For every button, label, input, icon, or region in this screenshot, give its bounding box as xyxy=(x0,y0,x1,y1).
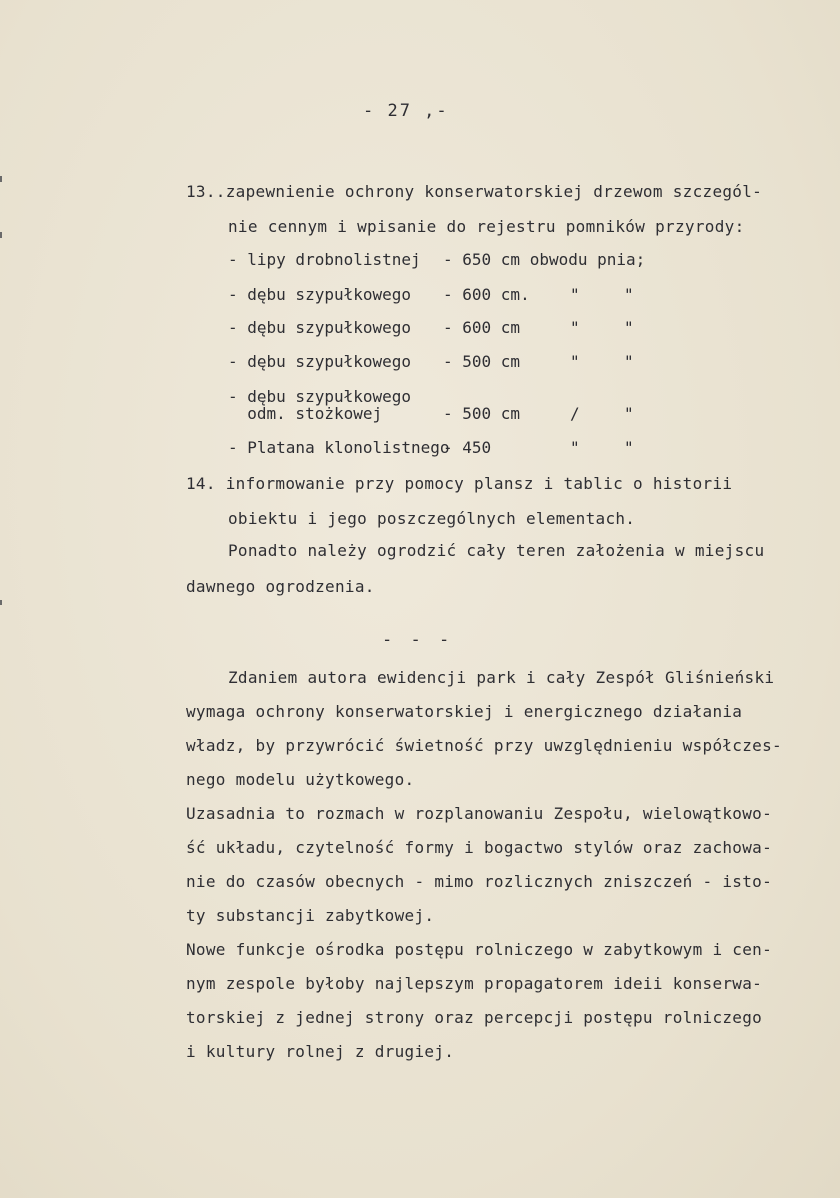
tree-circumference: - 450 xyxy=(443,438,492,457)
tree-name: - Platana klonolistnego xyxy=(228,438,450,457)
tree-circumference: - 600 cm. xyxy=(443,285,530,304)
conclusion-line: nego modelu użytkowego. xyxy=(186,770,415,789)
ditto-mark: " xyxy=(570,438,580,457)
tree-circumference: - 500 cm xyxy=(443,404,521,423)
binding-mark xyxy=(0,600,2,605)
tree-variety: odm. stożkowej xyxy=(228,404,383,423)
tree-name: - lipy drobnolistnej xyxy=(228,250,421,269)
ditto-mark: / xyxy=(570,404,580,423)
section-separator: - - - xyxy=(382,630,454,650)
tree-circumference: - 650 cm obwodu pnia; xyxy=(443,250,646,269)
page-number: - 27 ,- xyxy=(363,101,449,121)
ditto-mark: " xyxy=(624,352,634,371)
conclusion-line: nym zespole byłoby najlepszym propagatorem ideii konserwa- xyxy=(186,974,763,993)
tree-name: - dębu szypułkowego xyxy=(228,352,412,371)
conclusion-line: wymaga ochrony konserwatorskiej i energicznego działania xyxy=(186,702,743,721)
point-14-line-1: 14. informowanie przy pomocy plansz i tablic o historii xyxy=(186,474,733,493)
fence-paragraph-line-2: dawnego ogrodzenia. xyxy=(186,577,375,596)
ditto-mark: " xyxy=(624,438,634,457)
conclusion-line: nie do czasów obecnych - mimo rozlicznych zniszczeń - isto- xyxy=(186,872,773,891)
tree-name: - dębu szypułkowego xyxy=(228,387,412,406)
point-13-line-1: 13..zapewnienie ochrony konserwatorskiej drzewom szczegól- xyxy=(186,182,763,201)
ditto-mark: " xyxy=(570,285,580,304)
conclusion-line: ść układu, czytelność formy i bogactwo stylów oraz zachowa- xyxy=(186,838,773,857)
ditto-mark: " xyxy=(570,318,580,337)
conclusion-line: Nowe funkcje ośrodka postępu rolniczego w zabytkowym i cen- xyxy=(186,940,773,959)
conclusion-line: władz, by przywrócić świetność przy uwzględnieniu współczes- xyxy=(186,736,782,755)
binding-mark xyxy=(0,176,2,182)
tree-name: - dębu szypułkowego xyxy=(228,318,412,337)
ditto-mark: " xyxy=(624,285,634,304)
conclusion-line: i kultury rolnej z drugiej. xyxy=(186,1042,455,1061)
conclusion-line: ty substancji zabytkowej. xyxy=(186,906,435,925)
point-13-line-2: nie cennym i wpisanie do rejestru pomników przyrody: xyxy=(228,217,745,236)
conclusion-line: torskiej z jednej strony oraz percepcji postępu rolniczego xyxy=(186,1008,763,1027)
ditto-mark: " xyxy=(570,352,580,371)
tree-circumference: - 600 cm xyxy=(443,318,521,337)
conclusion-line: Zdaniem autora ewidencji park i cały Zespół Gliśnieński xyxy=(228,668,775,687)
tree-name: - dębu szypułkowego xyxy=(228,285,412,304)
fence-paragraph-line-1: Ponadto należy ogrodzić cały teren założenia w miejscu xyxy=(228,541,765,560)
tree-circumference: - 500 cm xyxy=(443,352,521,371)
point-14-line-2: obiektu i jego poszczególnych elementach. xyxy=(228,509,636,528)
binding-mark xyxy=(0,232,2,238)
ditto-mark: " xyxy=(624,404,634,423)
ditto-mark: " xyxy=(624,318,634,337)
conclusion-line: Uzasadnia to rozmach w rozplanowaniu Zespołu, wielowątkowo- xyxy=(186,804,773,823)
